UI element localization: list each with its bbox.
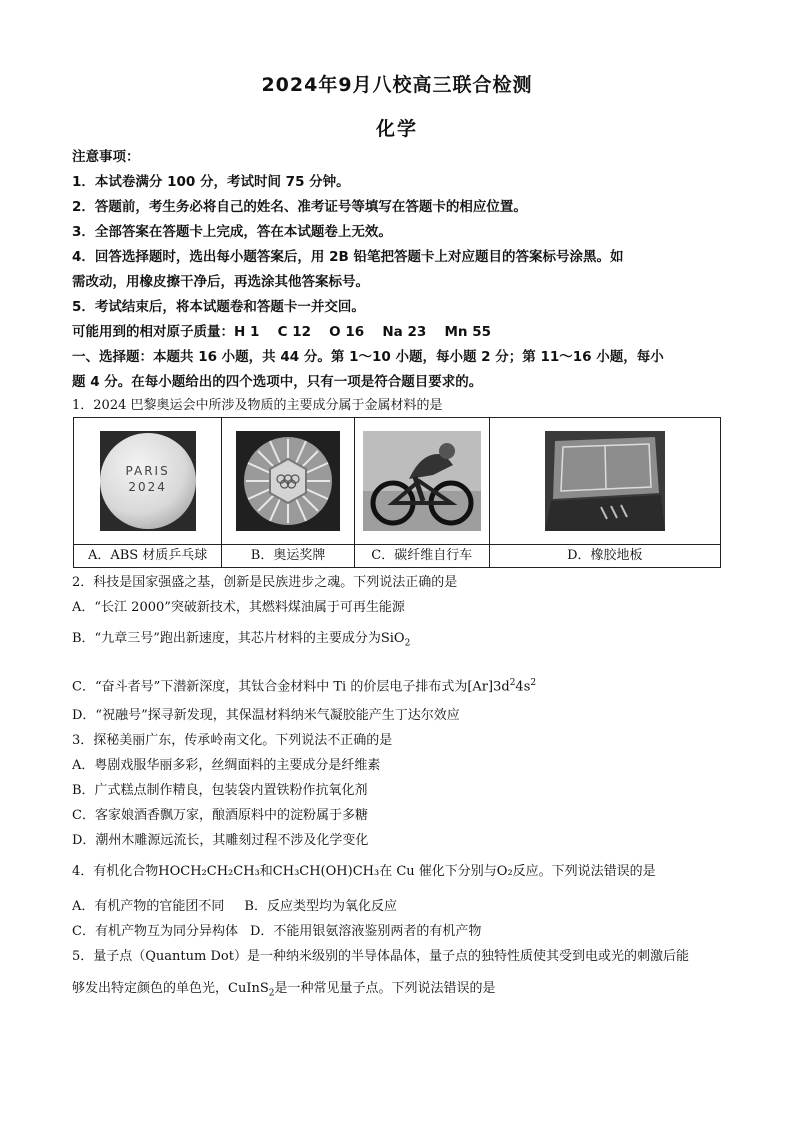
- q2-option-c-superscript-2: 2: [530, 678, 537, 688]
- q1-option-b-cell: [222, 418, 355, 568]
- notice-4: 4．回答选择题时，选出每小题答案后，用 2B 铅笔把答题卡上对应题目的答案标号涂黑。如: [72, 249, 624, 265]
- q4-option-d: D．不能用银氨溶液鉴别两者的有机产物: [249, 924, 482, 939]
- q2-option-c-superscript-1: 2: [509, 678, 516, 688]
- q2-option-b-text: B．“九章三号”跑出新速度，其芯片材料的主要成分为: [72, 631, 381, 646]
- q4-options-row-2: [72, 922, 481, 942]
- q1-option-a-caption: A．ABS 材质乒乓球: [74, 544, 221, 567]
- q1-option-b-caption: B．奥运奖牌: [222, 544, 354, 567]
- q4-stem-post: 反应。下列说法错误的是: [512, 864, 656, 879]
- q4-compound-1: HOCH₂CH₂CH₃: [158, 864, 260, 879]
- q2-option-c-text: C．“奋斗者号”下潜新深度，其钛合金材料中 Ti 的价层电子排布式为: [72, 679, 468, 695]
- q1-option-d-cell: [489, 418, 720, 568]
- q2-stem: 2．科技是国家强盛之基，创新是民族进步之魂。下列说法正确的是: [72, 575, 458, 590]
- q4-option-c: C．有机产物互为同分异构体: [72, 924, 238, 939]
- q5-formula-subscript: 2: [268, 988, 275, 999]
- carbon-bicycle-image: [363, 431, 481, 531]
- q4-options-row-1: [72, 897, 397, 917]
- q4-option-a: A．有机产物的官能团不同: [72, 899, 225, 914]
- q3-stem: 3．探秘美丽广东，传承岭南文化。下列说法不正确的是: [72, 733, 393, 748]
- section-1-intro-cont: 题 4 分。在每小题给出的四个选项中，只有一项是符合题目要求的。: [72, 374, 483, 390]
- q3-option-a: A．粤剧戏服华丽多彩，丝绸面料的主要成分是纤维素: [72, 758, 381, 773]
- q5-stem-line-1: 5．量子点（Quantum Dot）是一种纳米级别的半导体晶体，量子点的独特性质使其受到电或光的刺激后能: [72, 949, 689, 964]
- q4-stem-mid-2: 在 Cu 催化下分别与: [379, 864, 497, 879]
- q3-option-d: D．潮州木雕源远流长，其雕刻过程不涉及化学变化: [72, 833, 369, 848]
- q1-options-table: [73, 417, 721, 568]
- q5-formula: CuInS: [228, 981, 269, 996]
- q4-option-b: B．反应类型均为氧化反应: [244, 899, 397, 914]
- q5-stem-pre: 够发出特定颜色的单色光，: [72, 981, 229, 996]
- q2-option-a: A．“长江 2000”突破新技术，其燃料煤油属于可再生能源: [72, 600, 405, 615]
- q4-oxygen: O₂: [496, 864, 513, 879]
- q1-option-a-cell: [74, 418, 222, 568]
- section-1-intro: 一、选择题：本题共 16 小题，共 44 分。第 1～10 小题，每小题 2 分；第 11～16 小题，每小: [72, 349, 664, 365]
- q1-stem: 1．2024 巴黎奥运会中所涉及物质的主要成分属于金属材料的是: [72, 398, 443, 413]
- q3-option-c: C．客家娘酒香飘万家，酿酒原料中的淀粉属于多糖: [72, 808, 368, 823]
- q1-option-d-caption: D．橡胶地板: [490, 544, 720, 567]
- olympic-medal-image: [236, 431, 340, 531]
- q3-option-b: B．广式糕点制作精良，包装袋内置铁粉作抗氧化剂: [72, 783, 368, 798]
- q5-stem-line-2: [72, 979, 496, 1004]
- q2-option-c: [72, 673, 536, 697]
- q1-option-c-caption: C．碳纤维自行车: [355, 544, 489, 567]
- atomic-mass-line: 可能用到的相对原子质量：H 1 C 12 O 16 Na 23 Mn 55: [72, 324, 491, 340]
- exam-title: 2024年9月八校高三联合检测: [261, 74, 533, 96]
- notice-3: 3．全部答案在答题卡上完成，答在本试题卷上无效。: [72, 224, 392, 240]
- q2-option-c-formula-2: 4s: [515, 679, 531, 695]
- q4-stem: [72, 862, 656, 882]
- q2-option-b-subscript: 2: [404, 638, 411, 649]
- q2-option-b: [72, 629, 410, 654]
- ping-pong-ball-image: [100, 431, 196, 531]
- notice-header: 注意事项：: [72, 149, 140, 165]
- q4-compound-2: CH₃CH(OH)CH₃: [272, 864, 380, 879]
- notice-2: 2．答题前，考生务必将自己的姓名、准考证号等填写在答题卡的相应位置。: [72, 199, 527, 215]
- q4-stem-pre: 4．有机化合物: [72, 864, 159, 879]
- notice-5: 5．考试结束后，将本试题卷和答题卡一并交回。: [72, 299, 365, 315]
- q2-option-c-formula-1: [Ar]3d: [467, 679, 510, 695]
- rubber-floor-image: [545, 431, 665, 531]
- notice-4-cont: 需改动，用橡皮擦干净后，再选涂其他答案标号。: [72, 274, 369, 290]
- ball-text-paris: PARIS: [125, 464, 170, 478]
- q2-option-b-formula: SiO: [380, 631, 405, 646]
- notice-1: 1．本试卷满分 100 分，考试时间 75 分钟。: [72, 174, 350, 190]
- subject-title: 化学: [375, 118, 418, 140]
- ball-text-year: 2024: [128, 480, 167, 494]
- q2-option-d: D．“祝融号”探寻新发现，其保温材料纳米气凝胶能产生丁达尔效应: [72, 708, 460, 723]
- q1-option-c-cell: [354, 418, 489, 568]
- q4-stem-mid: 和: [259, 864, 273, 879]
- q5-stem-post: 是一种常见量子点。下列说法错误的是: [274, 981, 496, 996]
